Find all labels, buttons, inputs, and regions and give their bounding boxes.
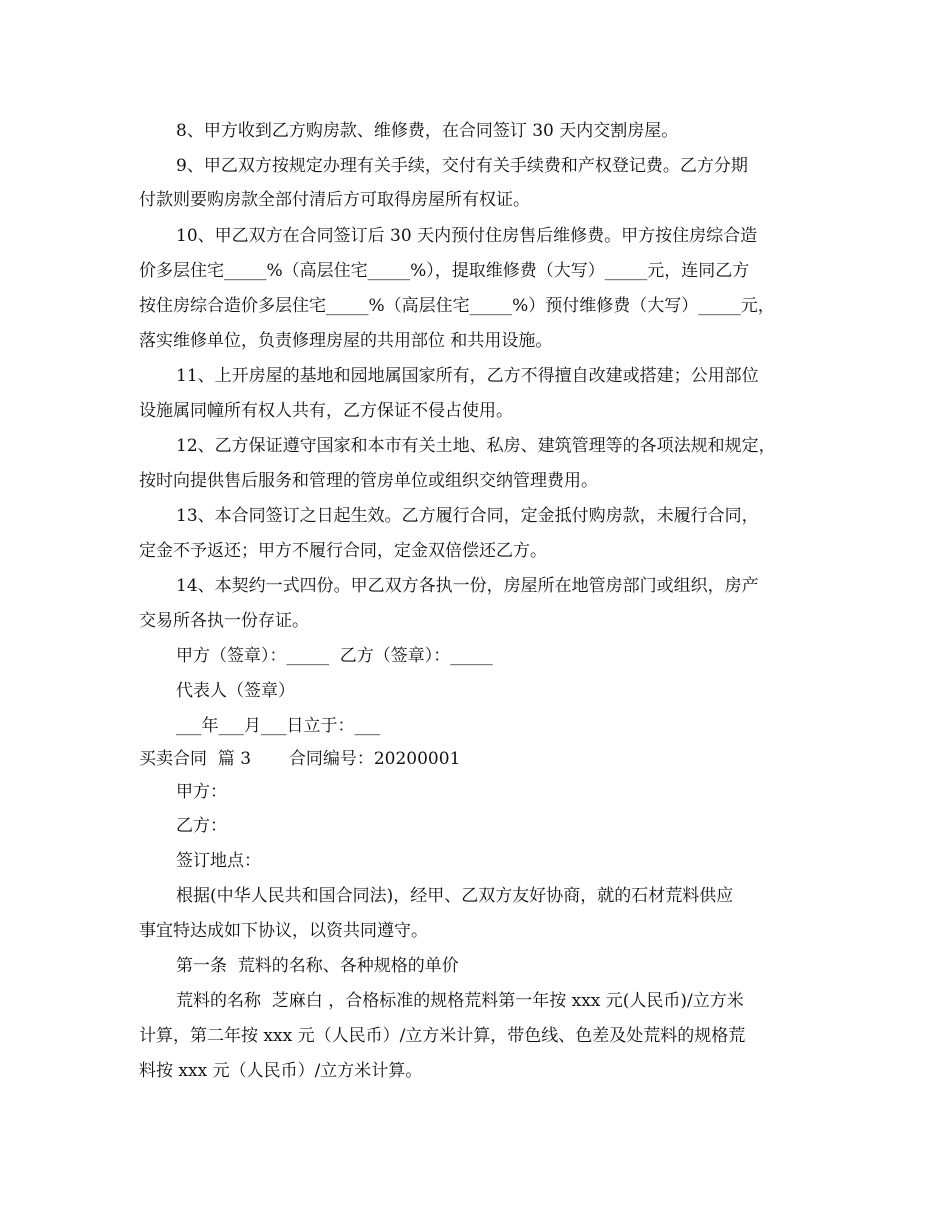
party-b-line: 乙方： [176,816,227,836]
article-1-line-2: 计算，第二年按 xxx 元（人民币）/立方米计算，带色线、色差及处荒料的规格荒 [139,1026,746,1046]
clause-14-line-1: 14、本契约一式四份。甲乙双方各执一份，房屋所在地管房部门或组织，房产 [176,576,759,596]
party-a-line: 甲方： [176,782,227,802]
preamble-line-2: 事宜特达成如下协议，以资共同遵守。 [139,921,428,941]
signing-place-line: 签订地点： [176,851,261,871]
contract-heading: 买卖合同 篇 3 合同编号：20200001 [139,749,461,769]
clause-9-line-1: 9、甲乙双方按规定办理有关手续，交付有关手续费和产权登记费。乙方分期 [176,156,748,176]
signature-line: 甲方（签章）：_____ 乙方（签章）：_____ [176,646,493,666]
clause-14-line-2: 交易所各执一份存证。 [139,611,309,631]
clause-9-line-2: 付款则要购房款全部付清后方可取得房屋所有权证。 [139,190,530,210]
clause-13-line-1: 13、本合同签订之日起生效。乙方履行合同，定金抵付购房款，未履行合同， [176,506,759,526]
representative-line: 代表人（签章） [176,681,295,701]
clause-13-line-2: 定金不予返还；甲方不履行合同，定金双倍偿还乙方。 [139,541,547,561]
clause-10-line-1: 10、甲乙双方在合同签订后 30 天内预付住房售后维修费。甲方按住房综合造 [176,226,758,246]
article-1-heading: 第一条 荒料的名称、各种规格的单价 [176,956,459,976]
clause-12-line-2: 按时向提供售后服务和管理的管房单位或组织交纳管理费用。 [139,471,598,491]
article-1-line-1: 荒料的名称 芝麻白 ，合格标准的规格荒料第一年按 xxx 元(人民币)/立方米 [176,991,744,1011]
clause-10-line-4: 落实维修单位，负责修理房屋的共用部位 和共用设施。 [139,331,553,351]
clause-12-line-1: 12、乙方保证遵守国家和本市有关土地、私房、建筑管理等的各项法规和规定， [176,436,776,456]
date-line: ___年___月___日立于：___ [176,716,380,736]
clause-10-line-3: 按住房综合造价多层住宅_____%（高层住宅_____%）预付维修费（大写）_____元， [139,296,775,316]
article-1-line-3: 料按 xxx 元（人民币）/立方米计算。 [139,1061,423,1081]
preamble-line-1: 根据(中华人民共和国合同法)，经甲、乙双方友好协商，就的石材荒料供应 [176,886,734,906]
clause-11-line-2: 设施属同幢所有权人共有，乙方保证不侵占使用。 [139,401,513,421]
clause-10-line-2: 价多层住宅_____%（高层住宅_____%），提取维修费（大写）_____元，连同乙方 [139,261,750,281]
clause-8-line: 8、甲方收到乙方购房款、维修费，在合同签订 30 天内交割房屋。 [176,121,679,141]
clause-11-line-1: 11、上开房屋的基地和园地属国家所有，乙方不得擅自改建或搭建；公用部位 [176,366,759,386]
